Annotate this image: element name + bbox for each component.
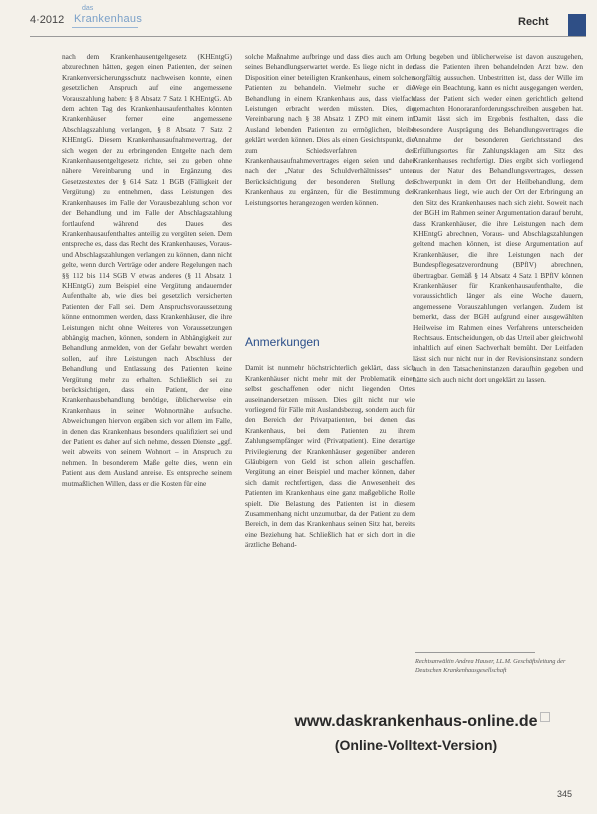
logo-underline	[72, 27, 138, 28]
column-2-bottom-text: Damit ist nunmehr höchstrichterlich geklärt, dass sich Krankenhäuser nicht mehr mit der Problematik einer selbst geschaffenen oder nicht liegenden Ortes auseinandersetzen müssen. Dies gilt nicht nur wie vorliegend für Fälle mit Auslandsbezug, sondern auch für den Bereich der Privatpatienten, bei denen das Krankenhaus, bei dem Patienten zu ihrem Zahlungsempfänger wird (Privatpatient). Eine derartige Privilegierung der Krankenhäuser gegenüber anderen Gläubigern von Geld ist schon allein geschaffen. Vergütung an einer Beispiel und macher können, daher sich damit rechtfertigen, dass die Anwesenheit des Patienten im Krankenhaus eine ganz maßgebliche Rolle spielt. Die Belastung des Patienten ist in diesem Zusammenhang nicht unzumutbar, da der Patient zu dem Bereich, in dem das Krankenhaus seinen Sitz hat, bereits eine Beziehung hat. Schließlich hat er sich dort in die ärztliche Behand-	[245, 363, 415, 550]
header-rule	[30, 36, 586, 37]
journal-logo	[60, 5, 143, 31]
column-3-text: lung begeben und üblicherweise ist davon auszugehen, dass die Patienten ihren behandelnden Arzt bzw. den sorgfältig aussuchen. Unbestritten ist, dass der Wille im Wege ein Beachtung, kann es nicht ausgegangen werden, dass der Patient sich weder einen gerichtlich geltend gemachten Honoraranforderungsschreiben ausgeben hat. Damit lässt sich im Ergebnis festhalten, dass die besondere Ausprägung des Behandlungsvertrages die Annahme der besonderen Gerichtsstand des Erfüllungsortes für Zahlungsklagen am Sitz des Krankenhauses rechtfertigt. Dies ergibt sich vorliegend aus der Natur des Behandlungsvertrages, dessen Schwerpunkt in dem Ort der Heilbehandlung, dem Krankenhaus liegt, wie auch der Ort der Erbringung an den Sitz des Krankenhauses nach sich zieht. Soweit nach der BGH im Rahmen seiner Argumentation darauf beruht, dass Krankenhäuser, die ihre Leistungen nach dem KHEntgG abrechnen, Voraus- und Abschlagszahlungen geltend machen können, ist diese Argumentation auf Krankenhäuser, die ihre Leistungen nach der Bundespflegesatzverordnung (BPflV) abrechnen, übertragbar. Gemäß § 14 Absatz 4 Satz 1 BPflV können Krankenhäuser für Krankenhausaufenthalte, die voraussichtlich länger als eine Woche dauern, angemessene Vorauszahlungen verlangen. Zudem ist bemerkt, dass der BGH aufgrund einer ausgewählten Heilweise im Rahmen eines Verfahrens unterscheiden Rechtsaus. Entscheidungen, ob das Urteil aber gleichwohl inhaltlich auf einen Sachverhalt bemüht. Der Leitfaden lässt sich nur nicht nur in der Revisionsinstanz sondern auch in den Tatsacheninstanzen daraufhin gegeben und hätte sich auch nicht dort ungeklärt zu lassen.	[413, 52, 583, 384]
author-footnote: Rechtsanwältin Andrea Hauser, LL.M. Geschäftsleitung der Deutschen Krankenhausgesellschaft	[415, 658, 566, 674]
text-column-3	[413, 52, 583, 602]
section-heading: Anmerkungen	[245, 335, 320, 349]
text-column-2-bottom	[245, 356, 415, 766]
footnote-rule	[415, 652, 535, 653]
logo-small-text: das	[82, 5, 94, 12]
column-1-text: nach dem Krankenhausentgeltgesetz (KHEntgG) abzurechnen hätten, gegen einen Patienten, der seinen Krankenversicherungsschutz nachweisen konnte, einen gesetzlichen Anspruch auf eine angemessene Vorauszahlung haben: § 8 Absatz 7 Satz 1 KHEntgG. Ab dem achten Tag des Krankenhausaufenthaltes könnten Krankenhäuser ferner eine angemessene Abschlagszahlung verlangen, § 8 Absatz 7 Satz 2 KHEntgG. Diesem Krankenhausaufnahmevertrag, der sich wegen der zu erbringenden Entgelte nach dem Krankenhausentgeltgesetz richte, sei zu geben ohne nähere Vereinbarung und in Ergänzung des Gesetzestextes der § 614 Satz 1 BGB (Fälligkeit der Vergütung) zu entnehmen, dass Leistungen des Krankenhauses im Falle der Vorausbezahlung schon vor der Behandlung und im Falle der Abschlagszahlung fortlaufend während des Daues des Krankenhausaufenthaltes anteilig zu vergüten seien. Dem entspreche es, dass das Recht des Krankenhauses, Voraus- und Abschlagszahlungen verlangen zu können, dann nicht gelte, wenn durch Verträge oder andere Regelungen nach §§ 112 bis 114 SGB V etwas anderes (§ 11 Absatz 1 KHEntgG) zum Beispiel eine Vergütung andauernder Aufenthalte ab, wie dies bei gesetzlich versicherten Patienten der Fall sei. Dem Anspruchsvoraussetzung könne entnommen werden, dass Krankenhäuser, die ihre Leistungen nicht ohne Weiteres von Voraussetzungen abhängig machen, können, sondern in Abhängigkeit zur Behandlung anmelden, von der Gefahr bewahrt werden sollen, auf ihre Leistungen nach Abschluss der Behandlung und Entlassung des Patienten keine Vergütung mehr zu erhalten. Schließlich sei zu berücksichtigen, dass ein Patient, der eine Krankenhausbehandlung benötige, üblicherweise ein Krankenhaus in seiner Wohnortnähe aufsuche. Abweichungen hiervon ergäben sich vor allem im Falle, in denen das Krankenhaus besonders qualifiziert sei und der Patient es daher auf sich nehme, dessen Dienste „ggf. weit abweits von seinem Wohnort – in Anspruch zu nehmen. In besonderem Maße gelte dies, wenn ein Patient aus dem Ausland anreise. Es entspreche seinem mutmaßlichen Willen, dass er die Kosten für eine	[62, 52, 232, 488]
column-2-top-text: solche Maßnahme aufbringe und dass dies auch am Ort seines Behandlungserwartet werde. Es liege nicht in der Disposition einer beteiligten Krankenhaus, einem solchen Patienten zu behandeln. Vielmehr suche er die Behandlung in einem Krankenhaus aus, dass vielfach Leistungen erbracht werden müssten. Dies, die Vereinbarung nach § 38 Absatz 1 ZPO mit einem im Ausland lebenden Patienten zu ermöglichen, bleibe geklärt werden können. Dies als einen Gesichtspunkt, die zum Schiedsverfahren des Krankenhausaufnahmevertrages eigen seien und daher nach der „Natur des Schuldverhältnisses“ unter Berücksichtigung der besonderen Stellung des Krankenhaus zu ergänzen, für die Bestimmung des Leistungsortes herangezogen werden können.	[245, 52, 415, 207]
website-url[interactable]: www.daskrankenhaus-online.de	[294, 713, 538, 730]
section-color-tab	[568, 14, 586, 36]
page-number: 345	[557, 789, 573, 799]
issue-number: 4·2012	[30, 14, 65, 26]
page-header	[0, 0, 597, 36]
text-column-1	[62, 52, 232, 792]
website-subtitle: (Online-Volltext-Version)	[334, 737, 498, 753]
text-column-2-top	[245, 52, 415, 322]
section-title: Recht	[518, 16, 549, 28]
logo-main-text: Krankenhaus	[74, 13, 143, 25]
